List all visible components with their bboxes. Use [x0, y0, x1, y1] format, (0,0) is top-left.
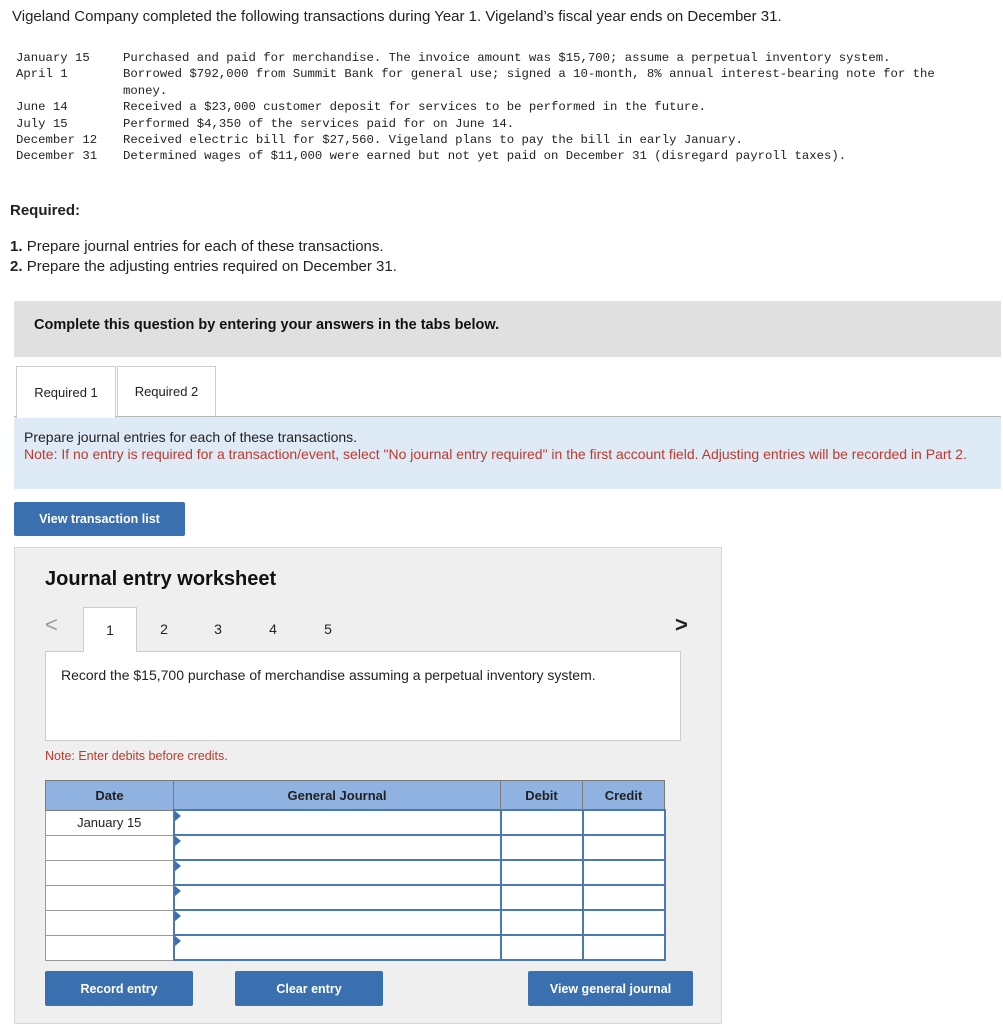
next-icon[interactable]: > [675, 612, 688, 637]
account-field[interactable] [174, 860, 501, 885]
account-field[interactable] [174, 810, 501, 835]
transaction-date: July 15 [16, 116, 68, 131]
required-heading: Required: [10, 202, 81, 219]
debit-column-header: Debit [501, 781, 583, 811]
transaction-row [16, 66, 943, 99]
worksheet-page-5[interactable]: 5 [324, 621, 332, 637]
view-general-journal-button[interactable]: View general journal [528, 971, 693, 1006]
dropdown-marker-icon [175, 886, 181, 896]
debit-field[interactable] [501, 860, 583, 885]
tab-required-1[interactable]: Required 1 [16, 366, 116, 418]
dropdown-marker-icon [175, 936, 181, 946]
required-item [10, 257, 397, 277]
required-item-text: Prepare the adjusting entries required on December 31. [26, 258, 397, 275]
credit-field[interactable] [583, 835, 665, 860]
dropdown-marker-icon [175, 861, 181, 871]
debits-note: Note: Enter debits before credits. [45, 749, 228, 763]
worksheet-page-3[interactable]: 3 [214, 621, 222, 637]
date-cell [46, 910, 174, 935]
journal-row [46, 835, 665, 860]
transaction-date: December 31 [16, 149, 98, 164]
instructions-text: Prepare journal entries for each of these transactions. [24, 429, 358, 445]
account-field[interactable] [174, 835, 501, 860]
debit-field[interactable] [501, 885, 583, 910]
instructions-note: Note: If no entry is required for a transaction/event, select "No journal entry required" in the first account field. Adjusting entries will be recorded in Part 2. [24, 446, 967, 462]
instruction-banner [14, 301, 1001, 357]
previous-icon[interactable]: < [45, 612, 58, 637]
credit-field[interactable] [583, 910, 665, 935]
required-item-number: 1. [10, 238, 23, 255]
transaction-description: Performed $4,350 of the services paid for on June 14. [123, 116, 515, 131]
transaction-date: January 15 [16, 51, 90, 65]
required-item-text: Prepare journal entries for each of these transactions. [26, 238, 384, 255]
dropdown-marker-icon [175, 911, 181, 921]
date-cell [46, 860, 174, 885]
date-cell [46, 935, 174, 960]
transaction-date: June 14 [16, 100, 68, 115]
credit-field[interactable] [583, 860, 665, 885]
dropdown-marker-icon [175, 811, 181, 821]
clear-entry-button[interactable]: Clear entry [235, 971, 383, 1006]
transaction-row [16, 116, 943, 132]
journal-row [46, 810, 665, 835]
worksheet-description: Record the $15,700 purchase of merchandise assuming a perpetual inventory system. [61, 667, 596, 683]
transaction-description: Borrowed $792,000 from Summit Bank for general use; signed a 10-month, 8% annual interest-bearing note for the money. [123, 67, 935, 98]
transaction-row [16, 50, 943, 66]
transaction-description: Purchased and paid for merchandise. The invoice amount was $15,700; assume a perpetual inventory system. [123, 51, 891, 65]
general-journal-column-header: General Journal [174, 781, 501, 811]
journal-row [46, 910, 665, 935]
date-cell [46, 835, 174, 860]
dropdown-marker-icon [175, 836, 181, 846]
date-column-header: Date [46, 781, 174, 811]
debit-field[interactable] [501, 935, 583, 960]
required-list [10, 237, 397, 277]
transaction-date: April 1 [16, 67, 68, 82]
instructions-panel [14, 417, 1001, 489]
banner-text: Complete this question by entering your answers in the tabs below. [34, 317, 500, 333]
account-field[interactable] [174, 885, 501, 910]
worksheet-title: Journal entry worksheet [45, 568, 277, 590]
credit-field[interactable] [583, 885, 665, 910]
journal-row [46, 885, 665, 910]
transaction-list [16, 50, 943, 165]
journal-header-row [46, 781, 665, 811]
transaction-description: Received a $23,000 customer deposit for services to be performed in the future. [123, 100, 706, 115]
required-item [10, 237, 397, 257]
transaction-date: December 12 [16, 133, 98, 148]
date-cell [46, 885, 174, 910]
transaction-row [16, 148, 943, 164]
transaction-description-box [45, 651, 681, 741]
credit-column-header: Credit [583, 781, 665, 811]
account-field[interactable] [174, 935, 501, 960]
required-item-number: 2. [10, 258, 23, 275]
journal-table [45, 780, 666, 961]
view-transaction-list-button[interactable]: View transaction list [14, 502, 185, 536]
tab-required-2[interactable]: Required 2 [117, 366, 216, 416]
worksheet-page-2[interactable]: 2 [160, 621, 168, 637]
journal-row [46, 860, 665, 885]
transaction-description: Received electric bill for $27,560. Vigeland plans to pay the bill in early January. [123, 133, 743, 148]
journal-entry-worksheet [14, 547, 722, 1024]
intro-text: Vigeland Company completed the following transactions during Year 1. Vigeland’s fiscal year ends on December 31. [12, 8, 782, 25]
date-cell: January 15 [46, 810, 174, 835]
journal-row [46, 935, 665, 960]
transaction-description: Determined wages of $11,000 were earned but not yet paid on December 31 (disregard payroll taxes). [123, 149, 847, 164]
credit-field[interactable] [583, 935, 665, 960]
transaction-row [16, 99, 943, 115]
debit-field[interactable] [501, 910, 583, 935]
worksheet-page-4[interactable]: 4 [269, 621, 277, 637]
account-field[interactable] [174, 910, 501, 935]
credit-field[interactable] [583, 810, 665, 835]
record-entry-button[interactable]: Record entry [45, 971, 193, 1006]
debit-field[interactable] [501, 810, 583, 835]
transaction-row [16, 132, 943, 148]
worksheet-page-1[interactable]: 1 [83, 607, 137, 652]
debit-field[interactable] [501, 835, 583, 860]
